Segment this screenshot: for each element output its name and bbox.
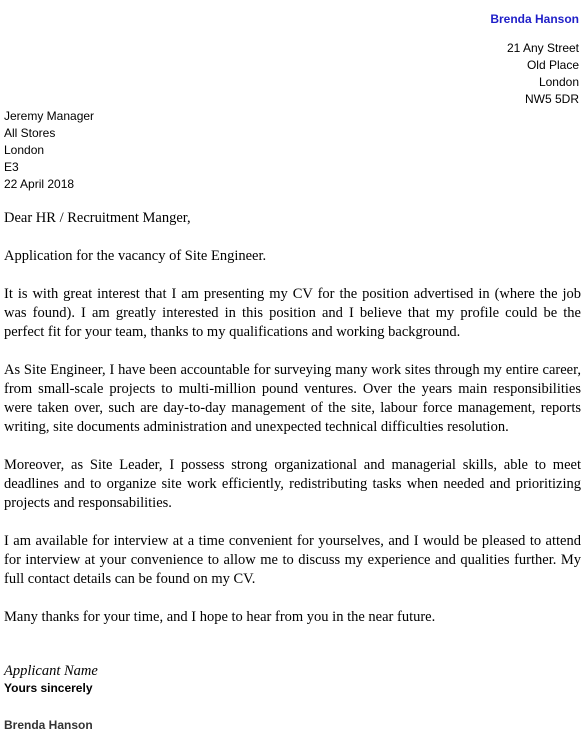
body-paragraph: As Site Engineer, I have been accountable for surveying many work sites through my entire career, from small-scale projects to multi-million pound ventures. Over the years main responsibilities were taken over, such are day-to-day management of the site, labour force management, reports writing, site documents administration and unexpected technical difficulties resolution. bbox=[4, 362, 581, 435]
recipient-line: Jeremy Manager bbox=[4, 109, 95, 123]
sender-address-line: Old Place bbox=[526, 58, 579, 72]
recipient-block bbox=[4, 108, 94, 193]
letter-date: 22 April 2018 bbox=[4, 177, 75, 191]
sender-address-line: NW5 5DR bbox=[524, 92, 579, 106]
signoff-block bbox=[4, 662, 98, 696]
letter-body bbox=[4, 209, 581, 646]
body-paragraph: I am available for interview at a time convenient for yourselves, and I would be pleased to attend for interview at your convenience to allow me to discuss my experience and qualities further. My full contact details can be found on my CV. bbox=[4, 533, 581, 587]
sender-address-line: 21 Any Street bbox=[506, 41, 579, 55]
sender-name: Brenda Hanson bbox=[490, 12, 579, 26]
applicant-name-label: Applicant Name bbox=[4, 663, 98, 679]
signature-name: Brenda Hanson bbox=[4, 718, 93, 732]
salutation: Dear HR / Recruitment Manger, bbox=[4, 210, 191, 226]
body-paragraph: Many thanks for your time, and I hope to hear from you in the near future. bbox=[4, 609, 436, 625]
recipient-line: E3 bbox=[4, 160, 19, 174]
sender-block bbox=[490, 11, 579, 108]
body-paragraph: It is with great interest that I am presenting my CV for the position advertised in (where the job was found). I am greatly interested in this position and I believe that my profile could be the perfect fit for your team, thanks to my qualifications and working background. bbox=[4, 286, 581, 340]
closing-phrase: Yours sincerely bbox=[4, 681, 93, 695]
body-paragraph: Moreover, as Site Leader, I possess strong organizational and managerial skills, able to meet deadlines and to organize site work efficiently, redistributing tasks when needed and prioritizing projects and responsabilities. bbox=[4, 457, 581, 511]
subject-line: Application for the vacancy of Site Engineer. bbox=[4, 248, 267, 264]
sender-address-line: London bbox=[538, 75, 579, 89]
recipient-line: London bbox=[4, 143, 45, 157]
recipient-line: All Stores bbox=[4, 126, 56, 140]
